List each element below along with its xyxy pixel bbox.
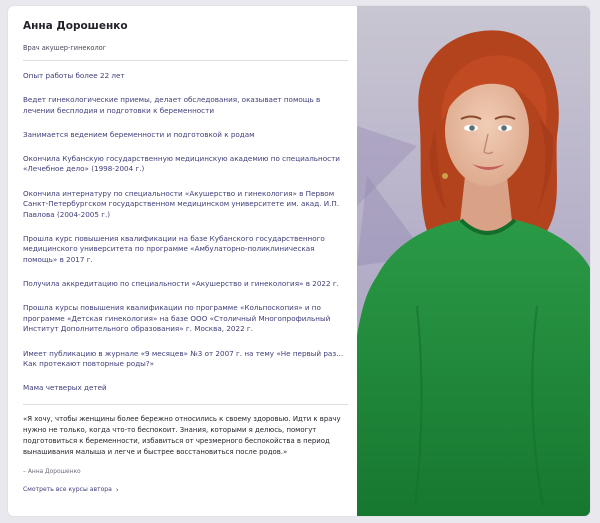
author-role: Врач акушер-гинеколог <box>23 44 107 52</box>
divider-bottom <box>23 404 348 405</box>
author-photo <box>357 6 590 516</box>
author-info <box>23 20 348 495</box>
fact-item: Имеет публикацию в журнале «9 месяцев» №3 от 2007 г. на тему «Не первый раз… Как протекают повторные роды?» <box>23 348 344 369</box>
author-card <box>8 6 590 516</box>
fact-item: Прошла курсы повышения квалификации по программе «Кольпоскопия» и по программе «Детская гинекология» на базе ООО «Столичный Многопрофильный Институт Дополнительного образования» г. Москва, 2022 г. <box>23 303 331 334</box>
author-facts-list <box>23 71 348 394</box>
author-name: Анна Дорошенко <box>23 20 128 32</box>
fact-item: Окончила интернатуру по специальности «Акушерство и гинекология» в Первом Санкт-Петербургском государственном медицинском университете им. акад. И.П. Павлова (2004-2005 г.) <box>23 188 340 219</box>
divider-top <box>23 60 348 61</box>
fact-item: Получила аккредитацию по специальности «Акушерство и гинекология» в 2022 г. <box>23 279 339 289</box>
portrait-illustration <box>357 6 590 516</box>
fact-item: Занимается ведением беременности и подготовкой к родам <box>23 129 255 139</box>
author-quote: «Я хочу, чтобы женщины более бережно относились к своему здоровью. Идти к врачу нужно не только, когда что-то беспокоит. Знания, которыми я делюсь, помогут подготовиться к беременности, избавиться от чрезмерного беспокойства в период вынашивания малыша и легче и быстрее восстановиться после родов.» <box>23 414 341 456</box>
all-courses-link-label: Смотреть все курсы автора <box>23 485 112 493</box>
quote-author: – Анна Дорошенко <box>23 468 81 475</box>
fact-item: Мама четверых детей <box>23 383 107 393</box>
chevron-right-icon: › <box>115 485 119 494</box>
fact-item: Ведет гинекологические приемы, делает обследования, оказывает помощь в лечении бесплодия и подготовки к беременности <box>23 95 321 115</box>
fact-item: Опыт работы более 22 лет <box>23 71 125 80</box>
all-courses-link[interactable] <box>23 486 119 494</box>
fact-item: Окончила Кубанскую государственную медицинскую академию по специальности «Лечебное дело» (1998-2004 г.) <box>23 153 340 174</box>
fact-item: Прошла курс повышения квалификации на базе Кубанского государственного медицинского университета по программе «Амбулаторно-поликлиническая помощь» в 2017 г. <box>23 233 325 265</box>
